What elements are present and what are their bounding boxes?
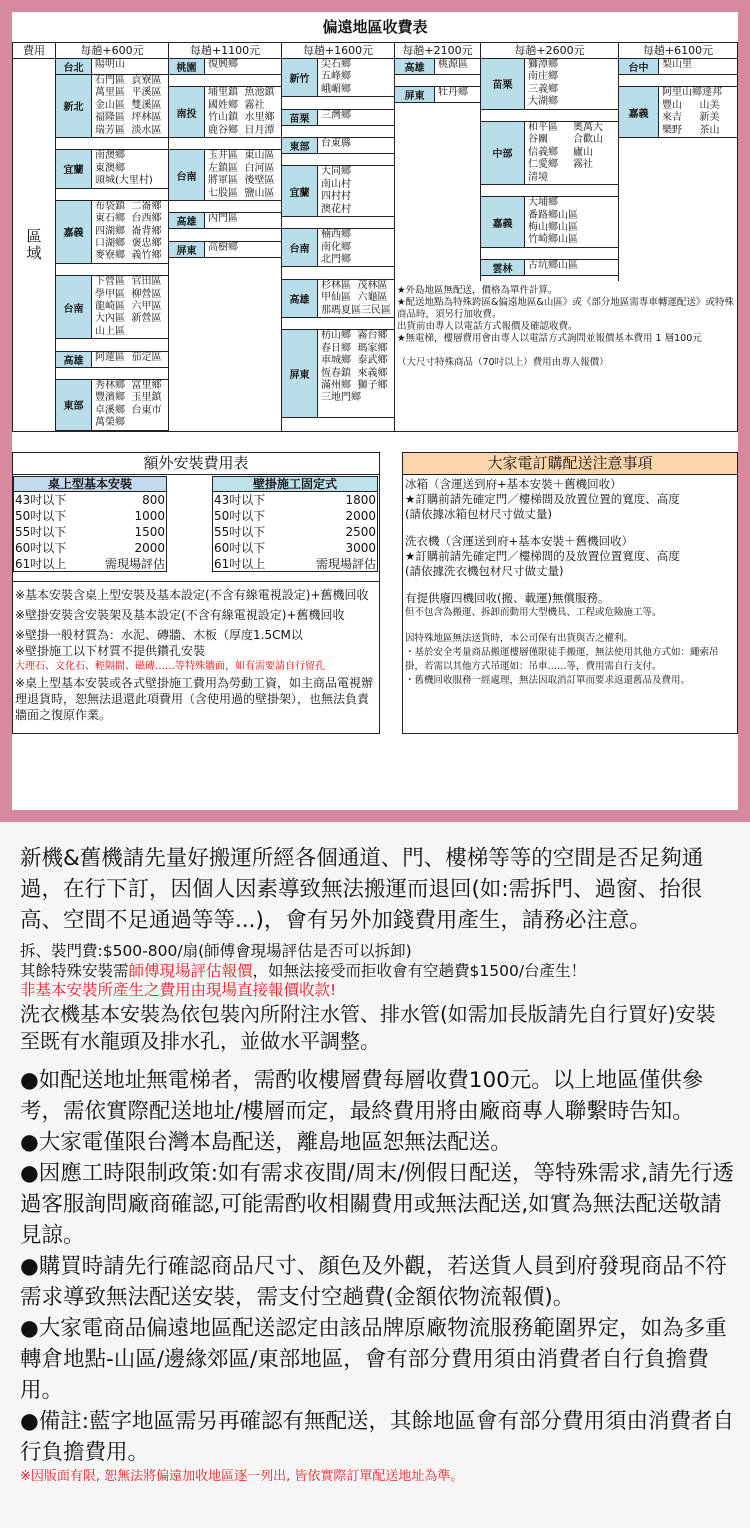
spacer: [56, 339, 168, 351]
town-name: 鹿谷鄉: [208, 124, 238, 136]
town-name: 三義鄉: [528, 83, 558, 95]
bullet-item: ●購買時請先行確認商品尺寸、顏色及外觀，若送貨人員到府發現商品不符需求導致無法配送安裝，需支付空趟費(金額依物流報價)。: [20, 1253, 727, 1310]
town-name: 合歡山: [573, 134, 603, 146]
region-name: 新北: [56, 75, 92, 137]
town-name: 清境: [528, 171, 548, 183]
town-name: 淡水區: [131, 124, 162, 136]
price-row: [13, 556, 167, 572]
town-name: 官田區: [131, 276, 162, 288]
region-name: 中部: [481, 122, 525, 184]
remote-area-fee-table: [12, 42, 738, 432]
price-row: [212, 556, 378, 572]
size-label: 55吋以下: [15, 525, 67, 539]
region-name: 桃園: [169, 59, 205, 74]
size-label: 60吋以下: [214, 541, 266, 555]
note: ※壁掛施工以下材質不提供鑽孔安裝: [15, 644, 206, 658]
town-name: 白河區: [244, 162, 275, 174]
area-label: 區域: [13, 59, 56, 431]
town-name: 豐山: [662, 99, 682, 111]
install-notes: [13, 581, 379, 732]
region-block: [282, 110, 394, 126]
spacer: [282, 267, 394, 279]
town-name: 楠西鄉: [321, 229, 351, 241]
region-block: [169, 59, 281, 75]
town-name: 新營區: [131, 313, 162, 325]
region-name: 高雄: [169, 213, 205, 228]
price-value: 2000: [134, 541, 165, 555]
region-block: [481, 260, 618, 276]
spacer: [169, 138, 281, 150]
region-name: 南投: [169, 87, 205, 137]
note: ★無電梯，樓層費用會由專人以電話方式詢問並報價基本費用 1 層100元: [397, 333, 702, 344]
region-block: [282, 280, 394, 318]
price-header: 每趟+2100元: [395, 43, 481, 59]
town-name: 仁愛鄉: [528, 159, 558, 171]
town-name: 左鎮區: [208, 162, 238, 174]
region-name: 宜蘭: [282, 166, 318, 216]
town-name: 霧台鄉: [357, 330, 388, 342]
region-block: [56, 150, 168, 188]
note: ※基本安裝含桌上型安裝及基本設定(不含有線電視設定)+舊機回收: [15, 588, 369, 602]
town-name: 平溪區: [131, 87, 162, 99]
town-name: 二崙鄉: [131, 200, 162, 212]
spacer: [282, 97, 394, 109]
bullet-item: ●大家電僅限台灣本島配送，離島地區恕無法配送。: [20, 1129, 512, 1155]
price-row: [13, 524, 167, 540]
town-name: 貢寮區: [131, 75, 162, 86]
spacer: [169, 75, 281, 87]
town-name: 瑞芳區: [95, 124, 125, 136]
region-block: [169, 150, 281, 201]
town-name: 日月潭: [244, 124, 275, 136]
note: ※壁掛安裝含安裝架及基本設定(不含有線電視設定)+舊機回收: [15, 608, 345, 622]
price-header: 每趟+600元: [56, 43, 169, 59]
note: （大尺寸特殊商品（70吋以上）費用由專人報價）: [397, 357, 609, 368]
note: ・舊機回收服務一經處理，無法因取消訂單而要求返還舊品及費用。: [405, 675, 691, 686]
town-name: 泰武鄉: [357, 355, 388, 367]
town-name: 豐濱鄉: [95, 392, 125, 404]
terms-paragraph: 新機&舊機請先量好搬運所經各個通道、門、樓梯等等的空間是否足夠通過，在行下訂，因個人因素導致無法搬運而退回(如:需拆門、過窗、抬很高、空間不足通過等等...)，會有另外加錢費用產生，請務必注意。: [20, 846, 704, 933]
region-name: 台北: [56, 59, 92, 74]
town-name: 龍崎區: [95, 301, 125, 313]
town-name: 番路鄉山區: [528, 209, 578, 221]
region-block: [282, 59, 394, 97]
size-label: 43吋以下: [15, 493, 67, 507]
town-name: 三民區: [361, 304, 391, 316]
town-name: 廬山: [573, 146, 593, 158]
note: 洗衣機（含運送到府+基本安裝＋舊機回收）: [405, 534, 634, 548]
region-name: 台南: [56, 276, 92, 338]
town-name: 桃源區: [438, 59, 468, 70]
size-label: 50吋以下: [214, 509, 266, 523]
price-value: 2500: [345, 525, 376, 539]
town-name: 達邦: [702, 87, 722, 99]
size-label: 61吋以上: [15, 557, 67, 571]
note: ★訂購前請先確定門／樓梯間的及放置位置寬度、高度: [405, 549, 680, 563]
note: ★配送地點為特殊跨區&偏遠地區&山區》或《部分地區需專車轉運配送》或特殊商品時，須另行加收費。: [397, 297, 734, 320]
town-name: 石門區: [95, 75, 125, 86]
region-block: [56, 75, 168, 138]
region-name: 苗栗: [282, 110, 318, 125]
price-row: [212, 508, 378, 524]
spacer: [56, 189, 168, 201]
region-block: [395, 87, 480, 103]
price-header: 每趟+1100元: [169, 43, 282, 59]
price-column: [481, 59, 619, 281]
price-value: 1000: [134, 509, 165, 523]
spacer: [169, 201, 281, 213]
note: 冰箱（含運送到府+基本安裝＋舊機回收）: [405, 477, 622, 491]
region-block: [481, 59, 618, 110]
size-label: 43吋以下: [214, 493, 266, 507]
town-name: 高樹鄉: [208, 241, 238, 253]
wall-install-table: [212, 476, 378, 572]
town-name: 來義鄉: [357, 367, 388, 379]
town-name: 台東縣: [321, 137, 351, 149]
size-label: 55吋以下: [214, 525, 266, 539]
town-name: 東山區: [244, 150, 275, 162]
page-title: 偏遠地區收費表: [322, 18, 428, 36]
town-name: 大湖鄉: [528, 96, 558, 108]
region-name: 新竹: [282, 59, 318, 96]
region-block: [56, 380, 168, 431]
spacer: [395, 75, 480, 87]
town-name: 四湖鄉: [95, 225, 125, 237]
desk-header: 桌上型基本安裝: [13, 476, 167, 492]
town-name: 鹽山區: [244, 187, 275, 199]
town-name: 阿里山鄉: [662, 87, 702, 99]
install-fee-box: [12, 452, 380, 734]
town-name: 尖石鄉: [321, 59, 351, 70]
town-name: 南化鄉: [321, 241, 351, 253]
town-name: 柳營區: [131, 288, 162, 300]
town-name: 麥寮鄉: [95, 250, 125, 262]
town-name: 台東市: [131, 404, 162, 416]
region-name: 高雄: [395, 59, 435, 74]
town-name: 瑪家鄉: [357, 342, 388, 354]
price-row: [212, 540, 378, 556]
town-name: 山美: [699, 99, 720, 111]
region-name: 屏東: [395, 87, 435, 102]
special-install-text: 其餘特殊安裝需師傅現場評估報價，如無法接受而拒收會有空趟費$1500/台產生！: [20, 961, 587, 980]
town-name: 北門鄉: [321, 254, 351, 266]
town-name: 三地門鄉: [321, 392, 361, 404]
town-name: 萬榮鄉: [95, 417, 125, 429]
warning-text: 非基本安裝所產生之費用由現場直接報價收款!: [20, 981, 337, 999]
town-name: 魚池鎮: [244, 87, 275, 99]
town-name: 車城鄉: [321, 355, 351, 367]
spacer: [56, 138, 168, 150]
town-name: 雙溪區: [131, 99, 162, 111]
region-name: 台南: [169, 150, 205, 200]
town-name: 富里鄉: [131, 379, 162, 391]
delivery-terms: [20, 843, 735, 1486]
region-name: 宜蘭: [56, 150, 92, 187]
town-name: 杉林區: [321, 279, 351, 291]
town-name: 枋山鄉: [321, 330, 351, 342]
town-name: 七股區: [208, 187, 238, 199]
spacer: [481, 110, 618, 122]
town-name: 秀林鄉: [95, 379, 125, 391]
town-name: 山上區: [95, 325, 125, 337]
town-name: 頭城(大里村): [95, 175, 153, 187]
town-name: 獅子鄉: [357, 379, 388, 391]
bullet-item: ●因應工時限制政策:如有需求夜間/周末/例假日配送，等特殊需求,請先行透過客服詢問廠商確認,可能需酌收相關費用或無法配送,如實為無法配送敬請見諒。: [20, 1160, 734, 1248]
region-name: 東部: [282, 138, 318, 153]
bullet-item: ●備註:藍字地區需另再確認有無配送，其餘地區會有部分費用須由消費者自行負擔費用。: [20, 1408, 735, 1465]
region-name: 苗栗: [481, 59, 525, 109]
town-name: 水里鄉: [244, 112, 275, 124]
price-row: [212, 492, 378, 508]
note: ※壁掛一般材質為：水泥、磚牆、木板（厚度1.5CM以: [15, 628, 303, 642]
price-value: 需現場評估: [315, 557, 376, 571]
size-label: 60吋以下: [15, 541, 67, 555]
region-block: [282, 166, 394, 217]
region-block: [169, 242, 281, 258]
note: (請依據冰箱包材尺寸做丈量): [405, 507, 552, 521]
desk-install-table: [13, 476, 167, 572]
town-name: 那瑪夏區: [321, 304, 361, 316]
region-name: 嘉義: [619, 87, 659, 137]
town-name: 布袋鎮: [95, 200, 125, 212]
region-block: [395, 59, 480, 75]
region-block: [282, 229, 394, 267]
spacer: [282, 318, 394, 330]
town-name: 南澳鄉: [95, 150, 125, 162]
town-name: 東澳鄉: [95, 162, 125, 174]
region-name: 嘉義: [56, 201, 92, 263]
note: 但不包含為搬運、拆卸而動用大型機具、工程或危險施工等。: [405, 607, 662, 618]
town-name: 玉井區: [208, 150, 238, 162]
town-name: 金山區: [95, 99, 125, 111]
town-name: 口湖鄉: [95, 238, 125, 250]
price-header: 每趟+6100元: [619, 43, 737, 59]
price-column: [282, 59, 395, 431]
price-value: 2000: [345, 509, 376, 523]
price-value: 1500: [134, 525, 165, 539]
note: 出貨前由專人以電話方式報價及確認收費。: [397, 321, 578, 332]
spacer: [282, 154, 394, 166]
price-value: 3000: [345, 541, 376, 555]
price-value: 需現場評估: [104, 557, 165, 571]
town-name: 內門區: [208, 213, 238, 225]
town-name: 大埔鄉: [528, 197, 558, 209]
note: ・基於安全考量商品搬運樓層僅限徒手搬運，無法使用其他方式如：繩索吊掛，若需以其他方式吊運如：吊車……等，費用需自行支付。: [405, 647, 719, 672]
town-name: 台西鄉: [131, 213, 162, 225]
town-name: 六龜區: [357, 292, 388, 304]
town-name: 三灣鄉: [321, 109, 351, 121]
spacer: [282, 126, 394, 138]
town-name: 竹崎鄉山區: [528, 234, 578, 246]
note: ★外島地區無配送，價格為單件計算。: [397, 285, 558, 296]
town-name: 竹山鎮: [208, 112, 238, 124]
region-name: 嘉義: [481, 197, 525, 247]
town-name: 玉里鎮: [131, 392, 162, 404]
town-name: 霧社: [244, 99, 265, 111]
bullet-item: ●大家電商品偏遠地區配送認定由該品牌原廠物流服務範圍界定，如為多重轉倉地點-山區/邊緣郊區/東部地區，會有部分費用須由消費者自行負擔費用。: [20, 1315, 727, 1403]
region-name: 台中: [619, 59, 659, 74]
town-name: 將軍區: [208, 175, 238, 187]
town-name: 六甲區: [131, 301, 162, 313]
town-name: 信義鄉: [528, 146, 558, 158]
note: (請依據洗衣機包材尺寸做丈量): [405, 564, 564, 578]
region-block: [169, 213, 281, 229]
town-name: 東石鄉: [95, 213, 125, 225]
bullet-item: ●如配送地址無電梯者，需酌收樓層費每層收費100元。以上地區僅供參考，需依實際配送地址/樓層而定，最終費用將由廠商專人聯繫時告知。: [20, 1067, 704, 1124]
town-name: 復興鄉: [208, 59, 238, 70]
region-name: 台南: [282, 229, 318, 266]
warning-note: 大理石、文化石、輕隔間、磁磚……等特殊牆面，如有需要請自行留孔: [15, 661, 325, 672]
town-name: 新美: [699, 112, 720, 124]
price-header: 每趟+1600元: [282, 43, 395, 59]
region-block: [56, 276, 168, 339]
town-name: 古坑鄉山區: [528, 260, 578, 272]
size-label: 61吋以上: [214, 557, 266, 571]
region-name: 雲林: [481, 260, 525, 275]
region-block: [619, 59, 737, 75]
remote-notes: [395, 281, 737, 431]
town-name: 後壁區: [244, 175, 275, 187]
town-name: 萬里區: [95, 87, 125, 99]
region-block: [282, 330, 394, 418]
town-name: 福隆區: [95, 112, 125, 124]
delivery-notes-box: [402, 452, 738, 734]
town-name: 甲仙區: [321, 292, 351, 304]
region-block: [481, 122, 618, 185]
fee-header: 費用: [13, 43, 56, 59]
town-name: 南山村: [321, 178, 351, 190]
town-name: 坪林區: [131, 112, 162, 124]
region-block: [169, 87, 281, 138]
town-name: 埔里鎮: [208, 87, 238, 99]
town-name: 滿州鄉: [321, 379, 351, 391]
town-name: 梨山里: [662, 59, 692, 70]
town-name: 來吉: [662, 112, 682, 124]
town-name: 五峰鄉: [321, 71, 351, 83]
town-name: 大內區: [95, 313, 125, 325]
town-name: 和平區: [528, 121, 558, 133]
price-row: [13, 492, 167, 508]
price-column: [395, 59, 481, 281]
price-row: [212, 524, 378, 540]
town-name: 澳花村: [321, 203, 351, 215]
spacer: [481, 248, 618, 260]
price-row: [13, 540, 167, 556]
town-name: 茂林區: [357, 279, 388, 291]
washer-install-text: 洗衣機基本安裝為依包裝內所附注水管、排水管(如需加長版請先自行買好)安裝至既有水龍頭及排水孔，並做水平調整。: [20, 1001, 716, 1053]
town-name: 峨嵋鄉: [321, 83, 351, 95]
note: ※桌上型基本安裝或各式壁掛施工費用為勞動工資，如主商品電視辦理退貨時，恕無法退還此項費用（含使用過的壁掛架），也無法負責牆面之復原作業。: [15, 676, 374, 722]
price-value: 800: [142, 493, 165, 507]
region-block: [56, 201, 168, 264]
town-name: 梅山鄉山區: [528, 222, 578, 234]
spacer: [169, 229, 281, 241]
town-name: 谷關: [528, 134, 548, 146]
footnote: ※因版面有限, 恕無法將偏遠加收地區逐一列出, 皆依實際訂單配送地址為準。: [20, 1468, 464, 1484]
install-title: 額外安裝費用表: [13, 453, 379, 475]
town-name: 大同鄉: [321, 166, 351, 178]
wall-header: 壁掛施工固定式: [212, 476, 378, 492]
spacer: [56, 368, 168, 380]
town-name: 四村村: [321, 191, 351, 203]
town-name: 義竹鄉: [131, 250, 162, 262]
town-name: 茶山: [699, 124, 720, 136]
delivery-title: 大家電訂購配送注意事項: [403, 453, 737, 475]
note: 因特殊地區無法送貨時，本公司保有出貨與否之權利。: [405, 633, 634, 644]
town-name: 恆春鎮: [321, 367, 351, 379]
region-block: [56, 352, 168, 368]
town-name: 國姓鄉: [208, 99, 238, 111]
town-name: 褒忠鄉: [131, 238, 162, 250]
town-name: 崙背鄉: [131, 225, 162, 237]
town-name: 霧社: [573, 159, 593, 171]
region-name: 高雄: [56, 352, 92, 367]
town-name: 南庄鄉: [528, 71, 558, 83]
region-block: [481, 197, 618, 248]
price-column: [169, 59, 282, 431]
spacer: [282, 217, 394, 229]
price-header: 每趟+2600元: [481, 43, 619, 59]
region-block: [619, 87, 737, 138]
spacer: [619, 75, 737, 87]
town-name: 陽明山: [95, 59, 125, 70]
town-name: 奧萬大: [573, 121, 603, 133]
region-name: 屏東: [169, 242, 205, 257]
town-name: 下營區: [95, 276, 125, 288]
price-value: 1800: [345, 493, 376, 507]
price-column: [56, 59, 169, 431]
town-name: 阿蓮區: [95, 351, 125, 363]
note: ★訂購前請先確定門／樓梯間及放置位置的寬度、高度: [405, 492, 680, 506]
spacer: [481, 185, 618, 197]
town-name: 茄定區: [131, 351, 162, 363]
region-name: 高雄: [282, 280, 318, 317]
door-fee-text: 拆、裝門費:$500-800/扇(師傅會現場評估是否可以拆卸): [20, 942, 412, 960]
town-name: [321, 405, 394, 417]
price-row: [13, 508, 167, 524]
region-name: 屏東: [282, 330, 318, 417]
note: 有提供廢四機回收(搬、載運)無償服務。: [405, 591, 610, 605]
town-name: 卓溪鄉: [95, 404, 125, 416]
region-block: [56, 59, 168, 75]
region-name: 東部: [56, 380, 92, 430]
region-block: [282, 138, 394, 154]
price-column: [619, 59, 737, 281]
town-name: 樂野: [662, 124, 682, 136]
town-name: 牡丹鄉: [438, 87, 468, 99]
town-name: 春日鄉: [321, 342, 351, 354]
town-name: 學甲區: [95, 288, 125, 300]
size-label: 50吋以下: [15, 509, 67, 523]
spacer: [56, 264, 168, 276]
town-name: 獅潭鄉: [528, 59, 558, 70]
